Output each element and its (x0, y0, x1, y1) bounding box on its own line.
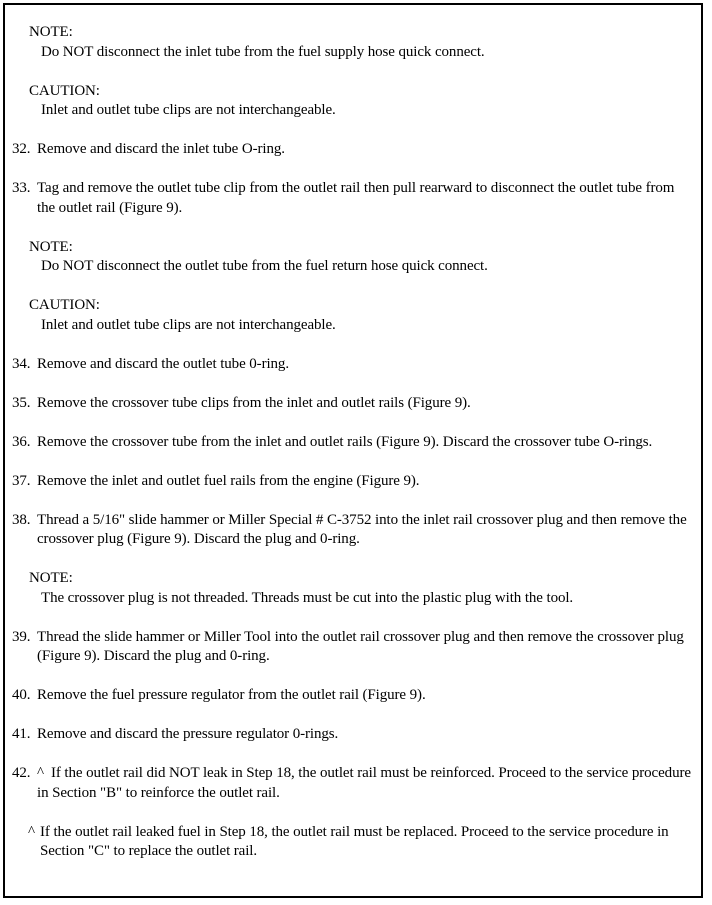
step-text: Remove the inlet and outlet fuel rails from the engine (Figure 9). (37, 472, 420, 489)
step-item-36 (5, 433, 695, 453)
caution-label: CAUTION: (29, 297, 100, 313)
caret-marker: ^ (37, 765, 44, 781)
step-text: Remove and discard the outlet tube 0-ring. (37, 355, 289, 372)
paragraph-text: If the outlet rail leaked fuel in Step 18, the outlet rail must be replaced. Proceed to the service procedure in Section "C" to replace the outlet rail. (40, 823, 669, 859)
step-item-35 (5, 394, 695, 414)
step-text: Remove and discard the pressure regulator 0-rings. (37, 726, 339, 742)
document-page (3, 3, 703, 898)
step-number: 33. (12, 180, 31, 196)
step-number: 39. (12, 628, 31, 645)
step-text: Tag and remove the outlet tube clip from the outlet rail then pull rearward to disconnect the outlet tube from the outlet rail (Figure 9). (37, 180, 675, 216)
step-item-32 (5, 140, 695, 160)
note-body: The crossover plug is not threaded. Threads must be cut into the plastic plug with the tool. (41, 589, 574, 606)
step-number: 40. (12, 687, 31, 703)
step-text: Thread the slide hammer or Miller Tool into the outlet rail crossover plug and then remove the crossover plug (Figure 9). Discard the plug and 0-ring. (37, 628, 684, 664)
note-label: NOTE: (29, 570, 73, 586)
note-block (5, 23, 697, 62)
step-text: Remove and discard the inlet tube O-ring. (37, 141, 285, 157)
caution-body: Inlet and outlet tube clips are not interchangeable. (41, 102, 336, 118)
step-number: 38. (12, 511, 31, 528)
step-number: 41. (12, 726, 31, 742)
caution-block (5, 82, 697, 121)
step-text: Remove the fuel pressure regulator from the outlet rail (Figure 9). (37, 687, 426, 703)
note-label: NOTE: (29, 238, 73, 255)
step-item-33 (5, 179, 695, 218)
step-item-38 (5, 511, 695, 550)
step-number: 32. (12, 141, 31, 157)
caution-block (5, 296, 697, 335)
note-block (5, 569, 697, 608)
caret-paragraph (5, 823, 689, 862)
note-body: Do NOT disconnect the inlet tube from the fuel supply hose quick connect. (41, 43, 485, 60)
caution-label: CAUTION: (29, 82, 100, 99)
step-text: Thread a 5/16" slide hammer or Miller Special # C-3752 into the inlet rail crossover plug and then remove the crossover plug (Figure 9). Discard the plug and 0-ring. (37, 511, 687, 547)
step-number: 36. (12, 433, 31, 450)
step-text: Remove the crossover tube clips from the inlet and outlet rails (Figure 9). (37, 394, 471, 411)
step-text: If the outlet rail did NOT leak in Step 18, the outlet rail must be reinforced. Proceed to the service procedure in Section "B" to reinforce the outlet rail. (37, 765, 691, 801)
step-item-42 (5, 764, 695, 803)
step-number: 35. (12, 394, 31, 411)
step-text: Remove the crossover tube from the inlet and outlet rails (Figure 9). Discard the crossover tube O-rings. (37, 433, 653, 450)
step-item-41 (5, 725, 695, 745)
step-number: 34. (12, 355, 31, 372)
caret-marker: ^ (28, 823, 35, 840)
step-item-37 (5, 472, 695, 492)
step-item-40 (5, 686, 695, 706)
note-body: Do NOT disconnect the outlet tube from the fuel return hose quick connect. (41, 258, 488, 274)
caution-body: Inlet and outlet tube clips are not interchangeable. (41, 316, 336, 333)
procedure-text (5, 5, 701, 862)
step-item-34 (5, 355, 695, 375)
step-item-39 (5, 628, 695, 667)
step-number: 42. (12, 765, 31, 781)
note-label: NOTE: (29, 24, 73, 40)
note-block (5, 238, 697, 277)
step-number: 37. (12, 472, 31, 489)
